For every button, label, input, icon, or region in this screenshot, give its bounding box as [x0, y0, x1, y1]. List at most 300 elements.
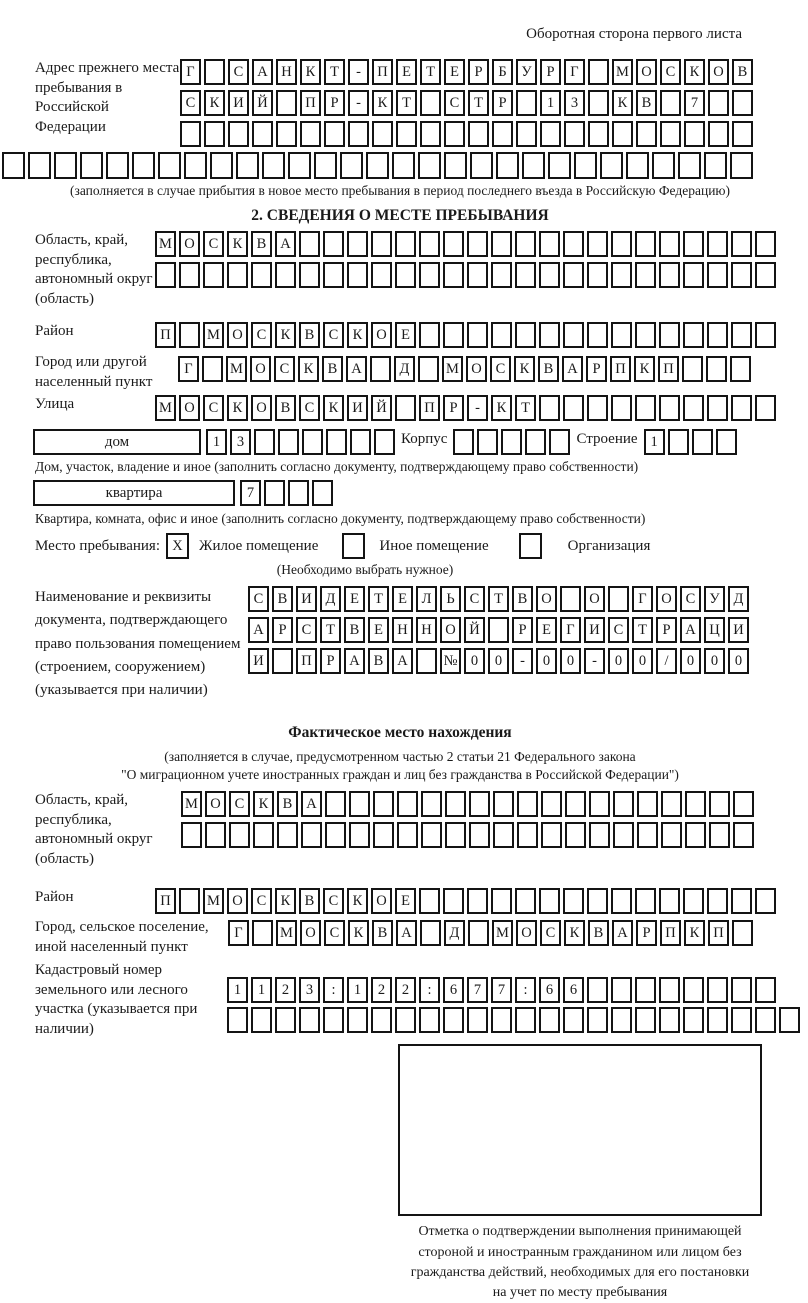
char-cell[interactable]: П [419, 395, 440, 421]
char-cell[interactable]: В [275, 395, 296, 421]
char-cell[interactable] [563, 322, 584, 348]
char-cell[interactable] [732, 121, 753, 147]
char-cell[interactable]: - [467, 395, 488, 421]
char-cell[interactable] [683, 395, 704, 421]
char-cell[interactable] [708, 90, 729, 116]
char-cell[interactable] [563, 231, 584, 257]
char-cell[interactable] [707, 888, 728, 914]
char-cell[interactable] [685, 822, 706, 848]
char-cell[interactable] [539, 1007, 560, 1033]
char-cell[interactable] [371, 231, 392, 257]
char-cell[interactable] [608, 586, 629, 612]
char-cell[interactable]: А [252, 59, 273, 85]
char-cell[interactable] [587, 888, 608, 914]
char-cell[interactable]: И [584, 617, 605, 643]
char-cell[interactable]: В [368, 648, 389, 674]
char-cell[interactable] [418, 152, 441, 179]
char-cell[interactable] [28, 152, 51, 179]
char-cell[interactable] [704, 152, 727, 179]
char-cell[interactable] [652, 152, 675, 179]
char-cell[interactable] [733, 791, 754, 817]
char-cell[interactable]: 1 [251, 977, 272, 1003]
char-cell[interactable]: И [728, 617, 749, 643]
char-cell[interactable] [732, 920, 753, 946]
char-cell[interactable]: О [227, 322, 248, 348]
char-cell[interactable] [600, 152, 623, 179]
char-cell[interactable]: К [227, 231, 248, 257]
char-cell[interactable] [396, 121, 417, 147]
char-cell[interactable]: 2 [275, 977, 296, 1003]
char-cell[interactable]: К [612, 90, 633, 116]
char-cell[interactable]: О [371, 888, 392, 914]
char-cell[interactable]: В [299, 322, 320, 348]
char-cell[interactable]: 0 [632, 648, 653, 674]
char-cell[interactable] [205, 822, 226, 848]
char-cell[interactable] [370, 356, 391, 382]
char-cell[interactable]: С [251, 322, 272, 348]
char-cell[interactable]: О [371, 322, 392, 348]
char-cell[interactable]: 7 [491, 977, 512, 1003]
char-cell[interactable] [371, 1007, 392, 1033]
char-cell[interactable] [443, 1007, 464, 1033]
char-cell[interactable]: С [228, 59, 249, 85]
other-premises-checkbox[interactable] [342, 533, 365, 559]
char-cell[interactable]: Т [368, 586, 389, 612]
char-cell[interactable] [587, 977, 608, 1003]
char-cell[interactable] [539, 888, 560, 914]
char-cell[interactable] [707, 977, 728, 1003]
char-cell[interactable]: А [301, 791, 322, 817]
char-cell[interactable]: А [275, 231, 296, 257]
char-cell[interactable]: Р [320, 648, 341, 674]
char-cell[interactable] [635, 1007, 656, 1033]
char-cell[interactable] [683, 322, 704, 348]
char-cell[interactable]: О [250, 356, 271, 382]
char-cell[interactable] [539, 322, 560, 348]
char-cell[interactable] [325, 791, 346, 817]
char-cell[interactable] [347, 1007, 368, 1033]
char-cell[interactable] [564, 121, 585, 147]
char-cell[interactable]: Б [492, 59, 513, 85]
char-cell[interactable]: М [492, 920, 513, 946]
char-cell[interactable]: С [296, 617, 317, 643]
char-cell[interactable] [288, 152, 311, 179]
char-cell[interactable] [588, 121, 609, 147]
char-cell[interactable] [299, 262, 320, 288]
char-cell[interactable] [202, 356, 223, 382]
char-cell[interactable] [299, 1007, 320, 1033]
char-cell[interactable]: Р [636, 920, 657, 946]
char-cell[interactable]: К [684, 59, 705, 85]
char-cell[interactable]: В [277, 791, 298, 817]
char-cell[interactable] [204, 59, 225, 85]
char-cell[interactable] [755, 395, 776, 421]
char-cell[interactable]: А [562, 356, 583, 382]
char-cell[interactable] [707, 262, 728, 288]
char-cell[interactable]: Р [443, 395, 464, 421]
char-cell[interactable] [469, 791, 490, 817]
char-cell[interactable]: М [155, 395, 176, 421]
char-cell[interactable] [419, 888, 440, 914]
char-cell[interactable]: В [538, 356, 559, 382]
char-cell[interactable] [589, 791, 610, 817]
char-cell[interactable] [419, 231, 440, 257]
char-cell[interactable] [181, 822, 202, 848]
char-cell[interactable]: Т [488, 586, 509, 612]
char-cell[interactable] [678, 152, 701, 179]
char-cell[interactable]: М [203, 322, 224, 348]
char-cell[interactable]: - [348, 90, 369, 116]
char-cell[interactable] [716, 429, 737, 455]
char-cell[interactable]: 6 [443, 977, 464, 1003]
char-cell[interactable]: К [491, 395, 512, 421]
char-cell[interactable] [348, 121, 369, 147]
char-cell[interactable] [210, 152, 233, 179]
char-cell[interactable] [731, 322, 752, 348]
char-cell[interactable]: С [323, 322, 344, 348]
char-cell[interactable]: В [272, 586, 293, 612]
char-cell[interactable] [755, 888, 776, 914]
char-cell[interactable] [659, 231, 680, 257]
char-cell[interactable] [660, 121, 681, 147]
char-cell[interactable]: Г [632, 586, 653, 612]
char-cell[interactable]: П [658, 356, 679, 382]
char-cell[interactable] [227, 262, 248, 288]
char-cell[interactable] [707, 231, 728, 257]
char-cell[interactable]: Г [560, 617, 581, 643]
char-cell[interactable] [419, 1007, 440, 1033]
char-cell[interactable]: 3 [299, 977, 320, 1003]
char-cell[interactable] [443, 322, 464, 348]
char-cell[interactable] [707, 395, 728, 421]
char-cell[interactable]: А [392, 648, 413, 674]
char-cell[interactable] [467, 262, 488, 288]
char-cell[interactable] [251, 262, 272, 288]
char-cell[interactable]: Т [396, 90, 417, 116]
char-cell[interactable] [539, 231, 560, 257]
char-cell[interactable]: Е [444, 59, 465, 85]
char-cell[interactable]: Е [395, 322, 416, 348]
char-cell[interactable] [611, 977, 632, 1003]
char-cell[interactable]: Р [468, 59, 489, 85]
char-cell[interactable] [236, 152, 259, 179]
char-cell[interactable] [565, 822, 586, 848]
char-cell[interactable]: Р [512, 617, 533, 643]
char-cell[interactable]: К [227, 395, 248, 421]
char-cell[interactable] [272, 648, 293, 674]
char-cell[interactable]: К [275, 888, 296, 914]
char-cell[interactable] [613, 791, 634, 817]
char-cell[interactable] [491, 231, 512, 257]
char-cell[interactable] [709, 822, 730, 848]
char-cell[interactable]: В [512, 586, 533, 612]
organization-checkbox[interactable] [519, 533, 542, 559]
char-cell[interactable]: - [348, 59, 369, 85]
char-cell[interactable] [755, 977, 776, 1003]
char-cell[interactable]: 1 [206, 429, 227, 455]
char-cell[interactable] [587, 395, 608, 421]
char-cell[interactable] [488, 617, 509, 643]
char-cell[interactable] [539, 262, 560, 288]
char-cell[interactable]: : [419, 977, 440, 1003]
char-cell[interactable] [227, 1007, 248, 1033]
char-cell[interactable]: С [274, 356, 295, 382]
char-cell[interactable] [349, 791, 370, 817]
char-cell[interactable] [347, 231, 368, 257]
char-cell[interactable] [395, 262, 416, 288]
char-cell[interactable] [203, 262, 224, 288]
char-cell[interactable] [548, 152, 571, 179]
char-cell[interactable]: Г [228, 920, 249, 946]
char-cell[interactable]: Р [656, 617, 677, 643]
char-cell[interactable]: 1 [227, 977, 248, 1003]
char-cell[interactable] [563, 1007, 584, 1033]
char-cell[interactable]: Р [324, 90, 345, 116]
char-cell[interactable] [467, 888, 488, 914]
char-cell[interactable] [522, 152, 545, 179]
char-cell[interactable] [755, 1007, 776, 1033]
char-cell[interactable]: Д [320, 586, 341, 612]
char-cell[interactable]: Й [464, 617, 485, 643]
char-cell[interactable] [469, 822, 490, 848]
char-cell[interactable]: М [181, 791, 202, 817]
char-cell[interactable]: К [564, 920, 585, 946]
house-box[interactable]: дом [33, 429, 201, 455]
char-cell[interactable]: Р [272, 617, 293, 643]
char-cell[interactable]: 2 [395, 977, 416, 1003]
char-cell[interactable] [635, 395, 656, 421]
char-cell[interactable]: Г [178, 356, 199, 382]
char-cell[interactable]: Е [396, 59, 417, 85]
char-cell[interactable] [635, 888, 656, 914]
char-cell[interactable] [549, 429, 570, 455]
char-cell[interactable]: И [347, 395, 368, 421]
char-cell[interactable] [132, 152, 155, 179]
char-cell[interactable] [587, 231, 608, 257]
char-cell[interactable] [420, 90, 441, 116]
char-cell[interactable]: К [204, 90, 225, 116]
char-cell[interactable] [637, 822, 658, 848]
char-cell[interactable] [611, 322, 632, 348]
char-cell[interactable] [709, 791, 730, 817]
char-cell[interactable]: 3 [564, 90, 585, 116]
char-cell[interactable] [251, 1007, 272, 1033]
char-cell[interactable] [565, 791, 586, 817]
char-cell[interactable]: : [323, 977, 344, 1003]
char-cell[interactable] [453, 429, 474, 455]
char-cell[interactable] [661, 822, 682, 848]
char-cell[interactable] [637, 791, 658, 817]
char-cell[interactable]: 0 [608, 648, 629, 674]
char-cell[interactable]: П [296, 648, 317, 674]
char-cell[interactable] [325, 822, 346, 848]
char-cell[interactable]: С [444, 90, 465, 116]
char-cell[interactable]: О [227, 888, 248, 914]
char-cell[interactable] [326, 429, 347, 455]
char-cell[interactable] [707, 322, 728, 348]
char-cell[interactable] [468, 121, 489, 147]
char-cell[interactable] [563, 262, 584, 288]
char-cell[interactable]: К [347, 888, 368, 914]
char-cell[interactable] [587, 262, 608, 288]
char-cell[interactable] [468, 920, 489, 946]
char-cell[interactable]: О [205, 791, 226, 817]
char-cell[interactable]: К [298, 356, 319, 382]
char-cell[interactable] [324, 121, 345, 147]
char-cell[interactable] [755, 322, 776, 348]
char-cell[interactable]: 1 [644, 429, 665, 455]
char-cell[interactable] [445, 791, 466, 817]
char-cell[interactable] [588, 90, 609, 116]
char-cell[interactable]: О [536, 586, 557, 612]
char-cell[interactable]: А [346, 356, 367, 382]
char-cell[interactable]: О [251, 395, 272, 421]
char-cell[interactable]: С [229, 791, 250, 817]
char-cell[interactable] [443, 231, 464, 257]
char-cell[interactable]: 0 [680, 648, 701, 674]
char-cell[interactable]: В [732, 59, 753, 85]
char-cell[interactable]: П [610, 356, 631, 382]
char-cell[interactable] [588, 59, 609, 85]
char-cell[interactable] [252, 121, 273, 147]
char-cell[interactable]: № [440, 648, 461, 674]
char-cell[interactable] [563, 395, 584, 421]
char-cell[interactable] [277, 822, 298, 848]
char-cell[interactable] [395, 1007, 416, 1033]
char-cell[interactable] [659, 1007, 680, 1033]
char-cell[interactable]: И [248, 648, 269, 674]
char-cell[interactable]: К [253, 791, 274, 817]
char-cell[interactable] [682, 356, 703, 382]
char-cell[interactable]: 0 [728, 648, 749, 674]
char-cell[interactable] [229, 822, 250, 848]
char-cell[interactable] [264, 480, 285, 506]
char-cell[interactable] [683, 888, 704, 914]
char-cell[interactable]: В [636, 90, 657, 116]
char-cell[interactable] [371, 262, 392, 288]
char-cell[interactable] [418, 356, 439, 382]
char-cell[interactable] [515, 322, 536, 348]
char-cell[interactable]: С [203, 395, 224, 421]
char-cell[interactable] [668, 429, 689, 455]
char-cell[interactable]: Д [728, 586, 749, 612]
char-cell[interactable]: И [296, 586, 317, 612]
char-cell[interactable]: Г [564, 59, 585, 85]
char-cell[interactable] [467, 322, 488, 348]
char-cell[interactable]: Т [632, 617, 653, 643]
char-cell[interactable]: В [299, 888, 320, 914]
char-cell[interactable] [730, 356, 751, 382]
char-cell[interactable]: Ц [704, 617, 725, 643]
char-cell[interactable]: Р [586, 356, 607, 382]
char-cell[interactable] [314, 152, 337, 179]
char-cell[interactable]: П [372, 59, 393, 85]
char-cell[interactable] [276, 90, 297, 116]
char-cell[interactable] [611, 262, 632, 288]
char-cell[interactable] [275, 262, 296, 288]
char-cell[interactable]: К [634, 356, 655, 382]
char-cell[interactable] [300, 121, 321, 147]
char-cell[interactable] [683, 1007, 704, 1033]
char-cell[interactable] [350, 429, 371, 455]
char-cell[interactable] [80, 152, 103, 179]
char-cell[interactable]: У [704, 586, 725, 612]
char-cell[interactable] [755, 231, 776, 257]
char-cell[interactable] [515, 231, 536, 257]
char-cell[interactable] [563, 888, 584, 914]
char-cell[interactable] [612, 121, 633, 147]
char-cell[interactable]: П [300, 90, 321, 116]
char-cell[interactable]: В [588, 920, 609, 946]
char-cell[interactable] [685, 791, 706, 817]
char-cell[interactable] [613, 822, 634, 848]
char-cell[interactable]: 0 [464, 648, 485, 674]
char-cell[interactable] [659, 322, 680, 348]
char-cell[interactable] [323, 262, 344, 288]
char-cell[interactable] [587, 1007, 608, 1033]
char-cell[interactable]: А [612, 920, 633, 946]
char-cell[interactable] [2, 152, 25, 179]
char-cell[interactable] [659, 395, 680, 421]
char-cell[interactable] [397, 791, 418, 817]
char-cell[interactable] [755, 262, 776, 288]
char-cell[interactable]: Е [536, 617, 557, 643]
char-cell[interactable] [560, 586, 581, 612]
char-cell[interactable] [421, 791, 442, 817]
char-cell[interactable]: 0 [488, 648, 509, 674]
char-cell[interactable] [611, 1007, 632, 1033]
char-cell[interactable] [323, 1007, 344, 1033]
char-cell[interactable] [611, 888, 632, 914]
char-cell[interactable]: Й [252, 90, 273, 116]
char-cell[interactable] [730, 152, 753, 179]
char-cell[interactable]: Е [368, 617, 389, 643]
char-cell[interactable] [180, 121, 201, 147]
char-cell[interactable] [54, 152, 77, 179]
char-cell[interactable]: 1 [347, 977, 368, 1003]
char-cell[interactable] [373, 791, 394, 817]
char-cell[interactable]: В [251, 231, 272, 257]
char-cell[interactable] [692, 429, 713, 455]
char-cell[interactable]: О [466, 356, 487, 382]
char-cell[interactable] [659, 977, 680, 1003]
char-cell[interactable] [419, 262, 440, 288]
char-cell[interactable]: К [300, 59, 321, 85]
char-cell[interactable]: С [251, 888, 272, 914]
char-cell[interactable]: С [540, 920, 561, 946]
char-cell[interactable]: 6 [563, 977, 584, 1003]
char-cell[interactable] [312, 480, 333, 506]
char-cell[interactable] [731, 977, 752, 1003]
char-cell[interactable]: - [512, 648, 533, 674]
char-cell[interactable]: В [372, 920, 393, 946]
char-cell[interactable] [731, 395, 752, 421]
char-cell[interactable]: Г [180, 59, 201, 85]
char-cell[interactable]: С [299, 395, 320, 421]
char-cell[interactable] [477, 429, 498, 455]
char-cell[interactable]: С [464, 586, 485, 612]
char-cell[interactable]: О [708, 59, 729, 85]
char-cell[interactable] [252, 920, 273, 946]
char-cell[interactable] [636, 121, 657, 147]
char-cell[interactable] [539, 395, 560, 421]
char-cell[interactable]: П [660, 920, 681, 946]
char-cell[interactable] [470, 152, 493, 179]
char-cell[interactable] [659, 262, 680, 288]
char-cell[interactable]: С [324, 920, 345, 946]
char-cell[interactable]: А [248, 617, 269, 643]
char-cell[interactable] [276, 121, 297, 147]
